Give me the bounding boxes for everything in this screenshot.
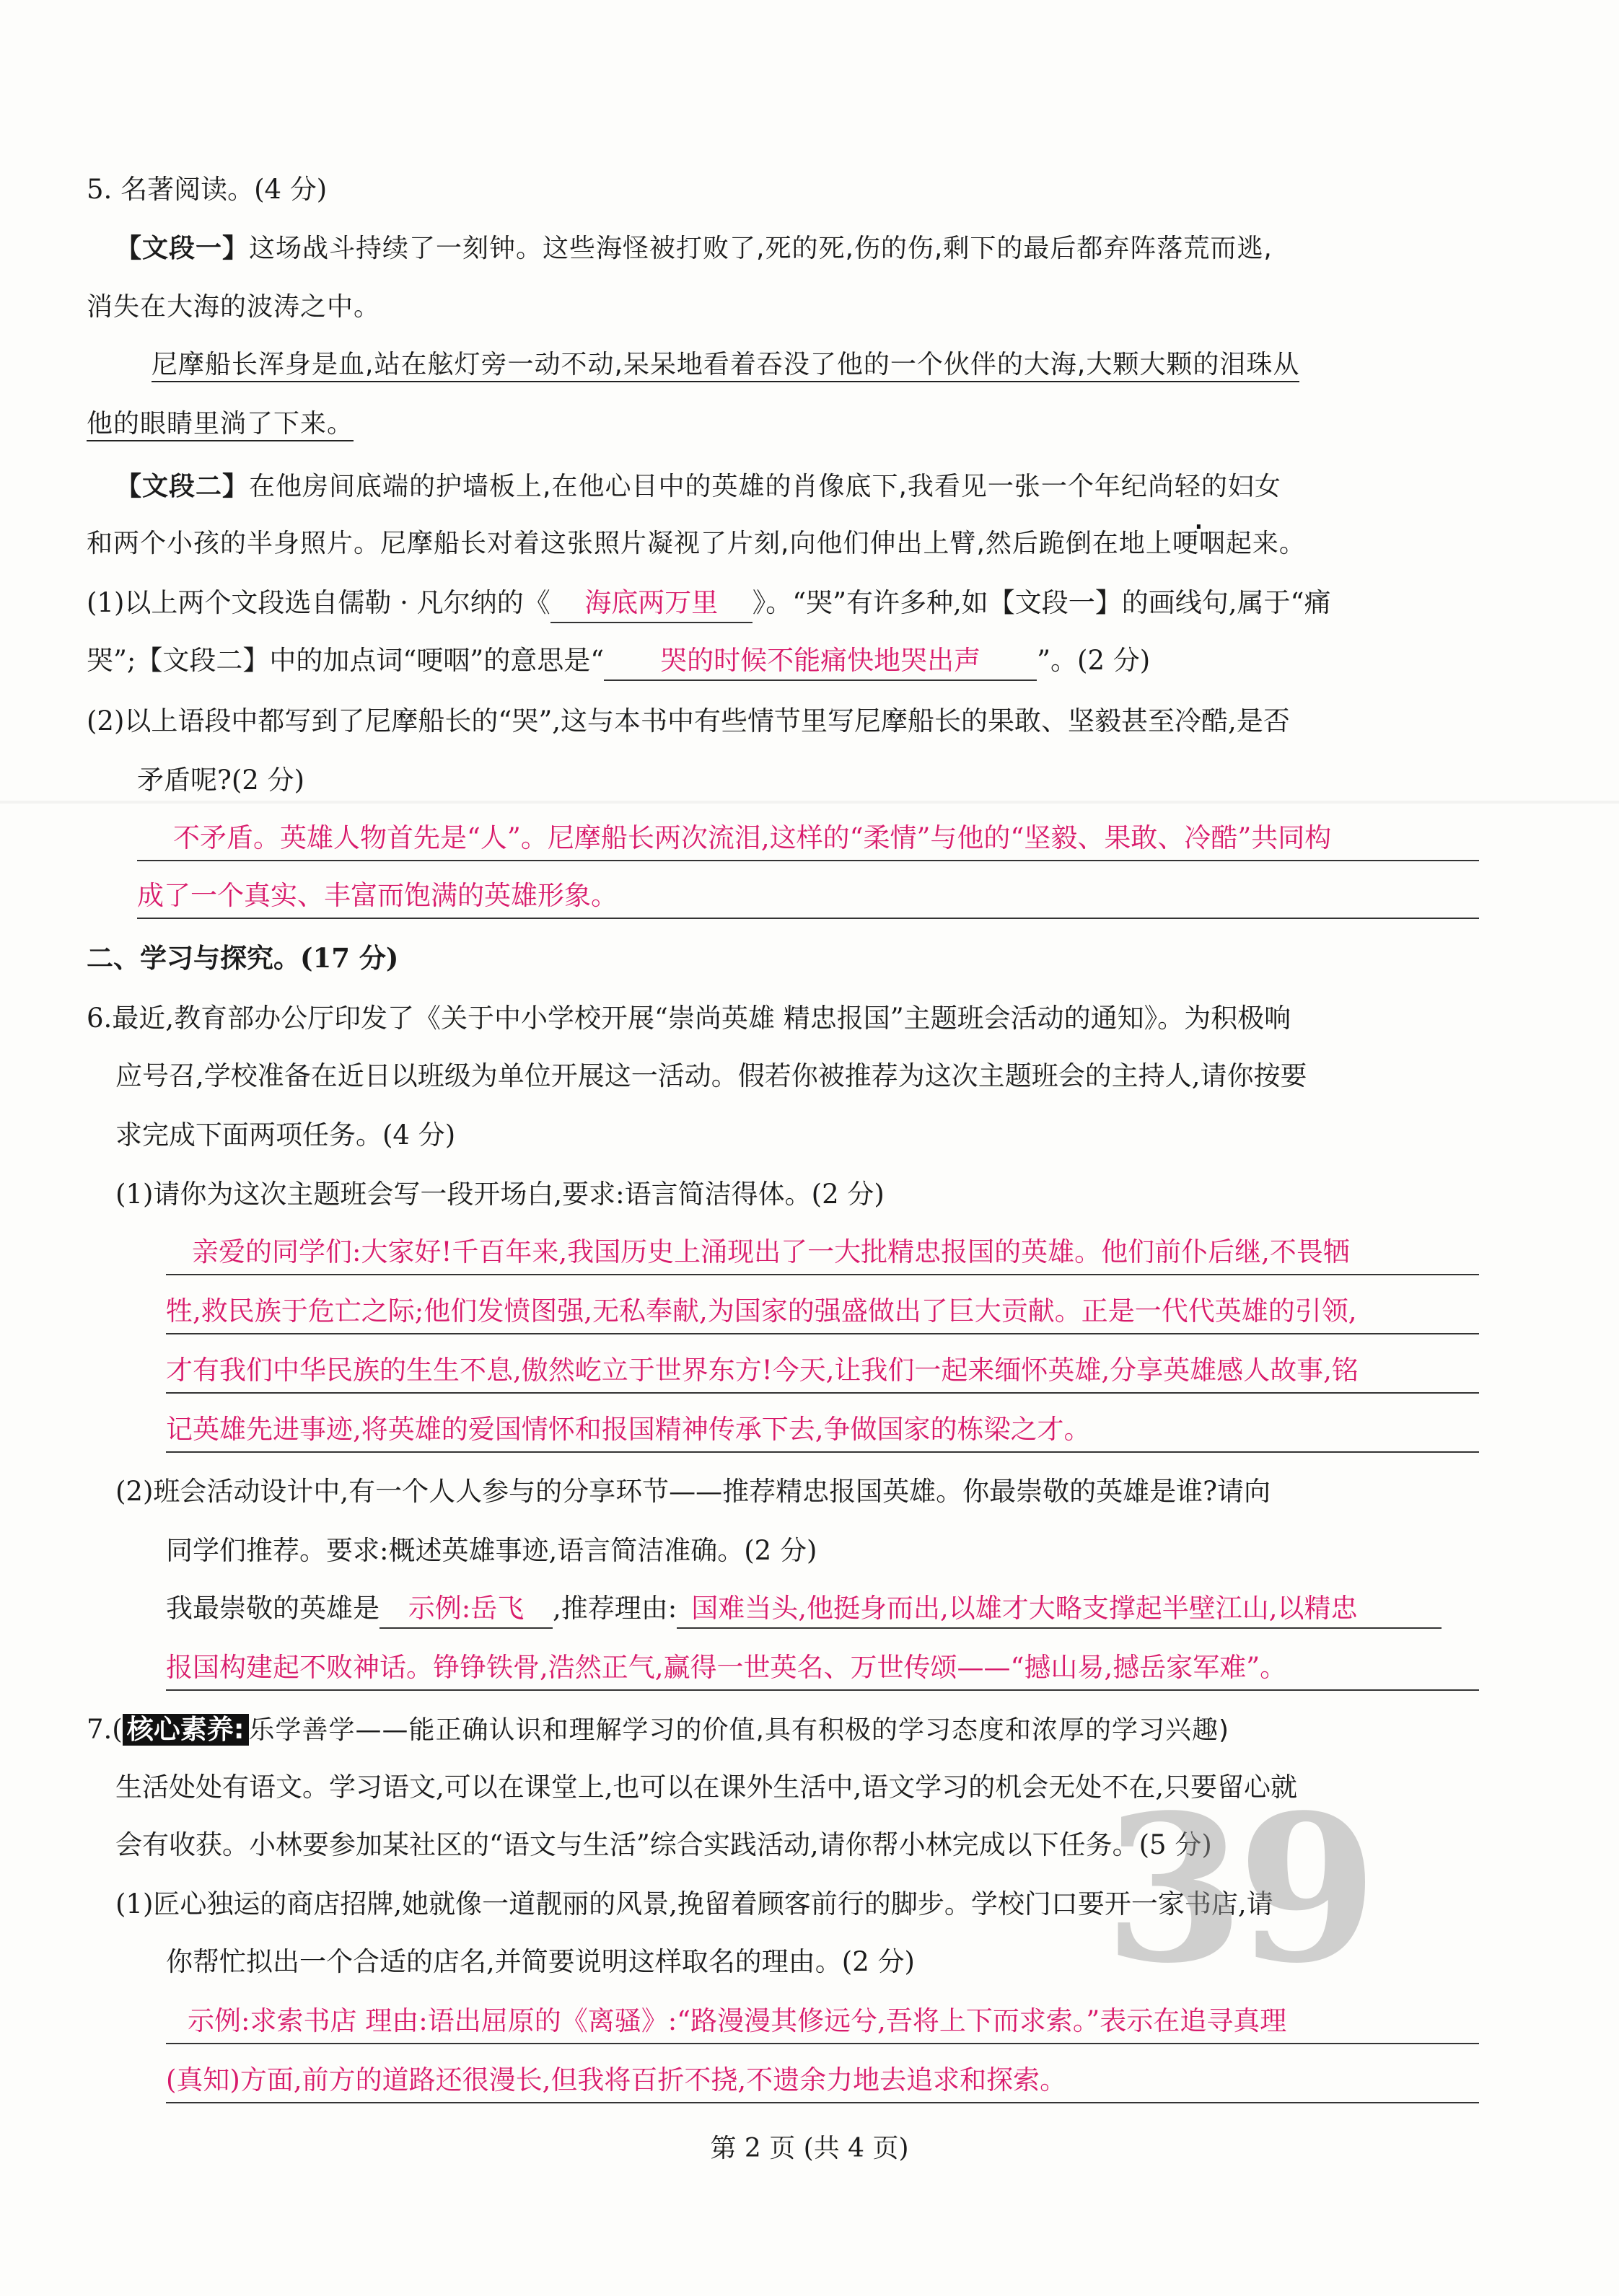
underlined-sentence-1: 尼摩船长浑身是血,站在舷灯旁一动不动,呆呆地看着吞没了他的一个伙伴的大海,大颗大颗的泪珠从: [152, 350, 1299, 382]
seg2-text-2b: 起来。: [1225, 529, 1306, 558]
q6-p1-answer-line3: 才有我们中华民族的生生不息,傲然屹立于世界东方!今天,让我们一起来缅怀英雄,分享英雄感人故事,铭: [166, 1350, 1479, 1394]
q5-seg2-line1: [115, 466, 1281, 506]
q5-seg1-underlined-2: [87, 404, 354, 444]
q5-p2-answer-line2: 成了一个真实、丰富而饱满的英雄形象。: [137, 876, 1479, 919]
seg2-text-2a: 和两个小孩的半身照片。尼摩船长对着这张照片凝视了片刻,向他们伸出上臂,然后跪倒在地上: [87, 529, 1172, 558]
q6-p1-answer-line1: 亲爱的同学们:大家好!千百年来,我国历史上涌现出了一大批精忠报国的英雄。他们前仆后继,不畏牺: [166, 1232, 1479, 1275]
q7-number: 7.(: [87, 1714, 123, 1745]
q7-p1-line2: 你帮忙拟出一个合适的店名,并简要说明这样取名的理由。(2 分): [166, 1946, 915, 1977]
page-fold: [0, 801, 1619, 804]
underlined-sentence-2: 他的眼睛里淌了下来。: [87, 409, 354, 441]
q6-line1: 6.最近,教育部办公厅印发了《关于中小学校开展“崇尚英雄 精忠报国”主题班会活动的通知》。为积极响: [87, 1003, 1291, 1034]
q6-p2-text-b: ,推荐理由:: [553, 1593, 677, 1624]
q5-p1-line2: [87, 641, 1150, 681]
q5-p2-line1: (2)以上语段中都写到了尼摩船长的“哭”,这与本书中有些情节里写尼摩船长的果敢、坚毅甚至冷酷,是否: [87, 705, 1290, 736]
q6-p2-line2: 同学们推荐。要求:概述英雄事迹,语言简洁准确。(2 分): [166, 1535, 817, 1566]
q5-p2-answer-line1: 不矛盾。英雄人物首先是“人”。尼摩船长两次流泪,这样的“柔情”与他的“坚毅、果敢、冷酷”共同构: [137, 818, 1479, 861]
answer-word-meaning: 哭的时候不能痛快地哭出声: [604, 643, 1037, 681]
q5-p1-line1: [87, 583, 1330, 623]
answer-reason-1: 国难当头,他挺身而出,以雄才大略支撑起半壁江山,以精忠: [677, 1591, 1442, 1629]
q7-line2: 会有收获。小林要参加某社区的“语文与生活”综合实践活动,请你帮小林完成以下任务。(5 分): [115, 1829, 1212, 1860]
seg1-label: 【文段一】: [115, 233, 250, 263]
q6-line2: 应号召,学校准备在近日以班级为单位开展这一活动。假若你被推荐为这次主题班会的主持人,请你按要: [115, 1060, 1307, 1091]
q7-line1: 生活处处有语文。学习语文,可以在课堂上,也可以在课外生活中,语文学习的机会无处不在,只要留心就: [115, 1772, 1298, 1803]
q5-p1-text-a: (1)以上两个文段选自儒勒 · 凡尔纳的《: [87, 587, 550, 618]
q6-p1-answer-line4: 记英雄先进事迹,将英雄的爱国情怀和报国精神传承下去,争做国家的栋梁之才。: [166, 1409, 1479, 1453]
q5-p1-text-b: 》。“哭”有许多种,如【文段一】的画线句,属于“痛: [752, 587, 1331, 618]
q6-line3: 求完成下面两项任务。(4 分): [115, 1120, 456, 1151]
seg2-label: 【文段二】: [115, 471, 250, 501]
q7-p1-answer-line2: (真知)方面,前方的道路还很漫长,但我将百折不挠,不遗余力地去追求和探索。: [166, 2060, 1479, 2103]
answer-hero: 示例:岳飞: [379, 1591, 553, 1629]
q5-seg1-underlined-1: [152, 345, 1299, 385]
page-footer: 第 2 页 (共 4 页): [710, 2134, 909, 2163]
q5-seg2-line2: [87, 524, 1306, 564]
q7-p1-line1: (1)匠心独运的商店招牌,她就像一道靓丽的风景,挽留着顾客前行的脚步。学校门口要开一家书店,请: [115, 1888, 1273, 1919]
q5-heading: 5. 名著阅读。(4 分): [87, 174, 328, 205]
q5-p1-text-d: ”。(2 分): [1037, 645, 1151, 676]
page-number-watermark: 39: [1104, 1771, 1371, 2008]
seg1-text-1: 这场战斗持续了一刻钟。这些海怪被打败了,死的死,伤的伤,剩下的最后都弃阵落荒而逃,: [249, 234, 1273, 263]
q6-p1-prompt: (1)请你为这次主题班会写一段开场白,要求:语言简洁得体。(2 分): [115, 1179, 885, 1210]
q6-p1-answer-line2: 牲,救民族于危亡之际;他们发愤图强,无私奉献,为国家的强盛做出了巨大贡献。正是一代代英雄的引领,: [166, 1291, 1479, 1334]
q5-p1-text-c: 哭”;【文段二】中的加点词“哽咽”的意思是“: [87, 645, 605, 676]
q5-p2-line2: 矛盾呢?(2 分): [137, 765, 305, 796]
q7-tag-text: 乐学善学——能正确认识和理解学习的价值,具有积极的学习态度和浓厚的学习兴趣): [248, 1715, 1230, 1745]
q6-p2-line1: (2)班会活动设计中,有一个人人参与的分享环节——推荐精忠报国英雄。你最崇敬的英雄是谁?请向: [115, 1476, 1271, 1507]
q7-p1-answer-line1: 示例:求索书店 理由:语出屈原的《离骚》:“路漫漫其修远兮,吾将上下而求索。”表示在追寻真理: [166, 2001, 1479, 2044]
seg2-text-1: 在他房间底端的护墙板上,在他心目中的英雄的肖像底下,我看见一张一个年纪尚轻的妇女: [249, 472, 1281, 501]
q5-seg1-line2: 消失在大海的波涛之中。: [87, 292, 381, 322]
answer-book-title: 海底两万里: [550, 586, 753, 623]
q6-p2-answer-line2: 报国构建起不败神话。铮铮铁骨,浩然正气,赢得一世英名、万世传颂——“撼山易,撼岳家军难”。: [166, 1648, 1479, 1691]
core-literacy-badge: 核心素养:: [123, 1714, 249, 1746]
dotted-word: 哽咽: [1172, 529, 1226, 558]
section-heading: 二、学习与探究。(17 分): [87, 942, 399, 974]
q7-tag-line: [87, 1710, 1229, 1750]
q6-p2-text-a: 我最崇敬的英雄是: [166, 1593, 379, 1624]
q5-seg1-line1: [115, 228, 1273, 268]
q6-p2-answer-line1: [166, 1588, 1442, 1629]
